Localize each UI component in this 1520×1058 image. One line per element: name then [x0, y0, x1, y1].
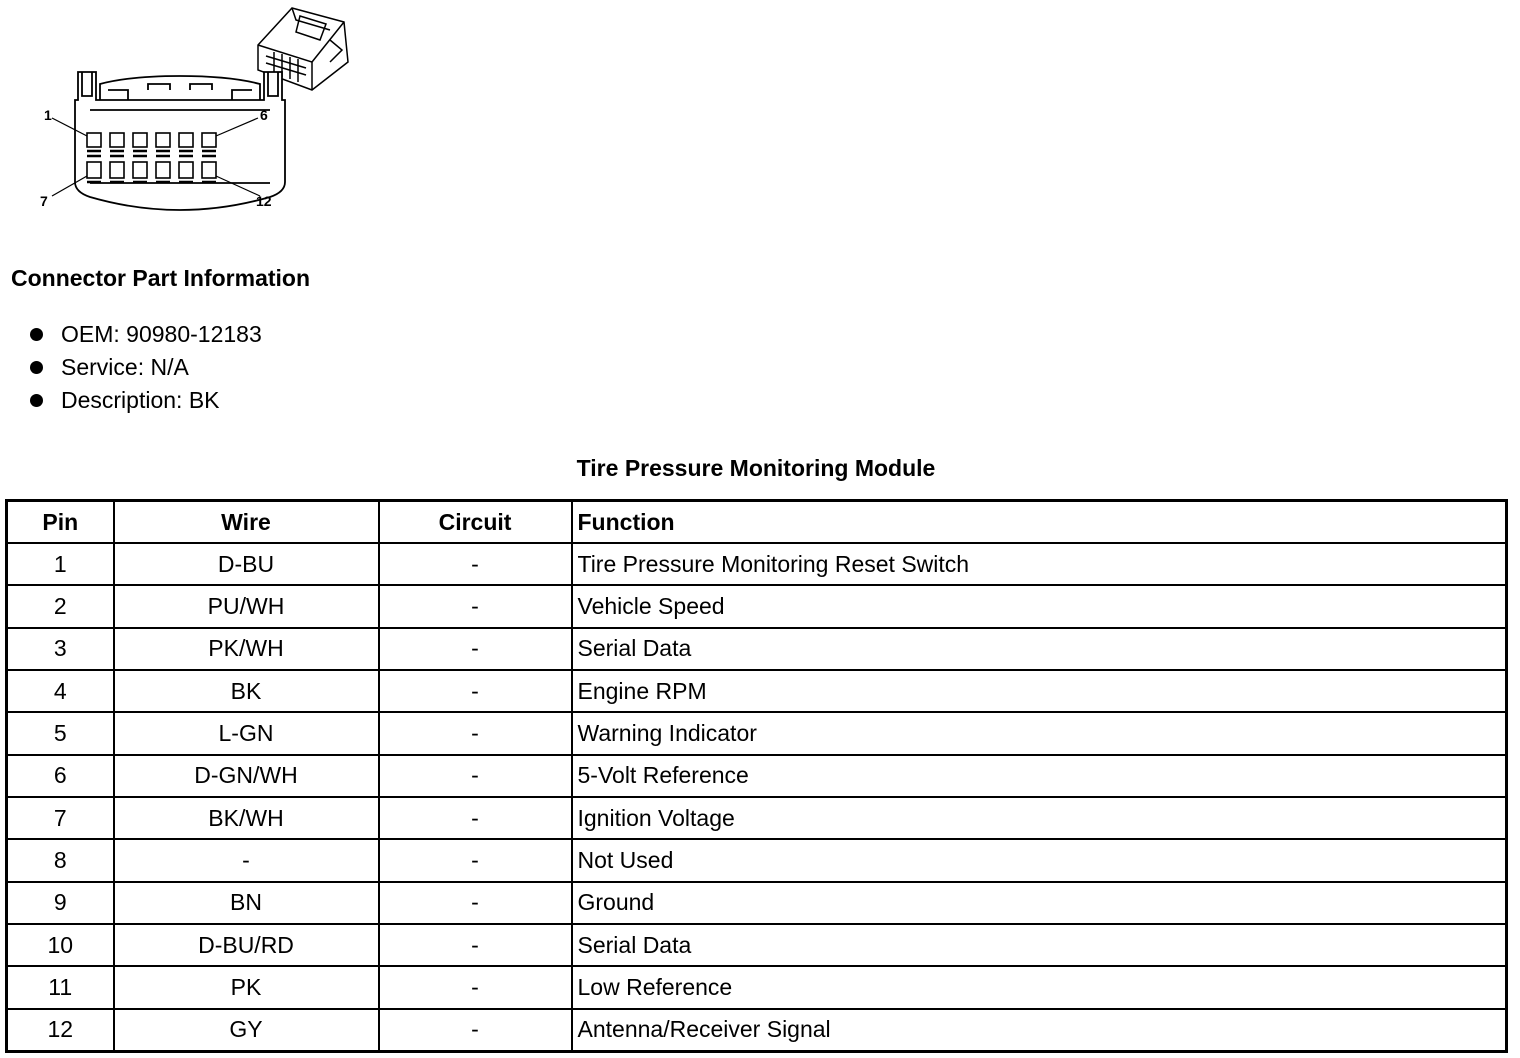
cell-circuit: -: [379, 839, 572, 881]
cell-function: Antenna/Receiver Signal: [572, 1009, 1507, 1052]
connector-face-svg: [30, 0, 360, 220]
info-item-service: [30, 351, 262, 384]
cell-wire: D-BU/RD: [114, 924, 379, 966]
table-row: [7, 755, 1507, 797]
cell-pin: 4: [7, 670, 114, 712]
cell-pin: 10: [7, 924, 114, 966]
pinout-table: [5, 499, 1508, 1053]
pin-label-12: 12: [256, 193, 272, 209]
info-item-description: [30, 384, 262, 417]
table-row: [7, 712, 1507, 754]
cell-wire: PK/WH: [114, 628, 379, 670]
bullet-icon: [30, 328, 43, 341]
cell-pin: 5: [7, 712, 114, 754]
info-item-text: OEM: 90980-12183: [61, 321, 262, 347]
table-title: Tire Pressure Monitoring Module: [576, 455, 936, 481]
header-function: Function: [572, 501, 1507, 544]
table-row: [7, 882, 1507, 924]
cell-wire: D-BU: [114, 543, 379, 585]
cell-wire: -: [114, 839, 379, 881]
bullet-icon: [30, 394, 43, 407]
table-row: [7, 924, 1507, 966]
info-item-oem: [30, 318, 262, 351]
cell-function: 5-Volt Reference: [572, 755, 1507, 797]
connector-info-heading: Connector Part Information: [11, 265, 311, 291]
cell-pin: 1: [7, 543, 114, 585]
cell-function: Ignition Voltage: [572, 797, 1507, 839]
cell-pin: 11: [7, 966, 114, 1008]
connector-diagram: [30, 0, 360, 220]
pin-label-6: 6: [260, 107, 268, 123]
header-pin: Pin: [7, 501, 114, 544]
cell-pin: 2: [7, 585, 114, 627]
cell-circuit: -: [379, 670, 572, 712]
info-item-text: Service: N/A: [61, 354, 189, 380]
table-row: [7, 585, 1507, 627]
cell-circuit: -: [379, 543, 572, 585]
cell-wire: PU/WH: [114, 585, 379, 627]
cell-function: Ground: [572, 882, 1507, 924]
table-row: [7, 797, 1507, 839]
pin-label-1: 1: [44, 107, 52, 123]
table-row: [7, 966, 1507, 1008]
cell-function: Serial Data: [572, 924, 1507, 966]
table-row: [7, 628, 1507, 670]
cell-circuit: -: [379, 628, 572, 670]
info-item-text: Description: BK: [61, 387, 220, 413]
cell-function: Warning Indicator: [572, 712, 1507, 754]
cell-circuit: -: [379, 966, 572, 1008]
table-row: [7, 670, 1507, 712]
cell-wire: BK/WH: [114, 797, 379, 839]
cell-pin: 9: [7, 882, 114, 924]
cell-wire: D-GN/WH: [114, 755, 379, 797]
cell-function: Engine RPM: [572, 670, 1507, 712]
cell-wire: PK: [114, 966, 379, 1008]
cell-pin: 8: [7, 839, 114, 881]
cell-wire: GY: [114, 1009, 379, 1052]
header-wire: Wire: [114, 501, 379, 544]
cell-circuit: -: [379, 797, 572, 839]
cell-circuit: -: [379, 882, 572, 924]
cell-circuit: -: [379, 712, 572, 754]
cell-wire: BN: [114, 882, 379, 924]
cell-wire: L-GN: [114, 712, 379, 754]
cell-pin: 12: [7, 1009, 114, 1052]
cell-circuit: -: [379, 1009, 572, 1052]
table-row: [7, 543, 1507, 585]
cell-circuit: -: [379, 755, 572, 797]
table-row: [7, 839, 1507, 881]
cell-function: Serial Data: [572, 628, 1507, 670]
cell-circuit: -: [379, 585, 572, 627]
cell-function: Low Reference: [572, 966, 1507, 1008]
connector-info-list: [30, 318, 262, 417]
cell-pin: 3: [7, 628, 114, 670]
bullet-icon: [30, 361, 43, 374]
cell-pin: 7: [7, 797, 114, 839]
cell-function: Tire Pressure Monitoring Reset Switch: [572, 543, 1507, 585]
header-circuit: Circuit: [379, 501, 572, 544]
table-row: [7, 1009, 1507, 1052]
cell-function: Vehicle Speed: [572, 585, 1507, 627]
cell-function: Not Used: [572, 839, 1507, 881]
table-header-row: [7, 501, 1507, 544]
cell-wire: BK: [114, 670, 379, 712]
pin-label-7: 7: [40, 193, 48, 209]
cell-circuit: -: [379, 924, 572, 966]
cell-pin: 6: [7, 755, 114, 797]
